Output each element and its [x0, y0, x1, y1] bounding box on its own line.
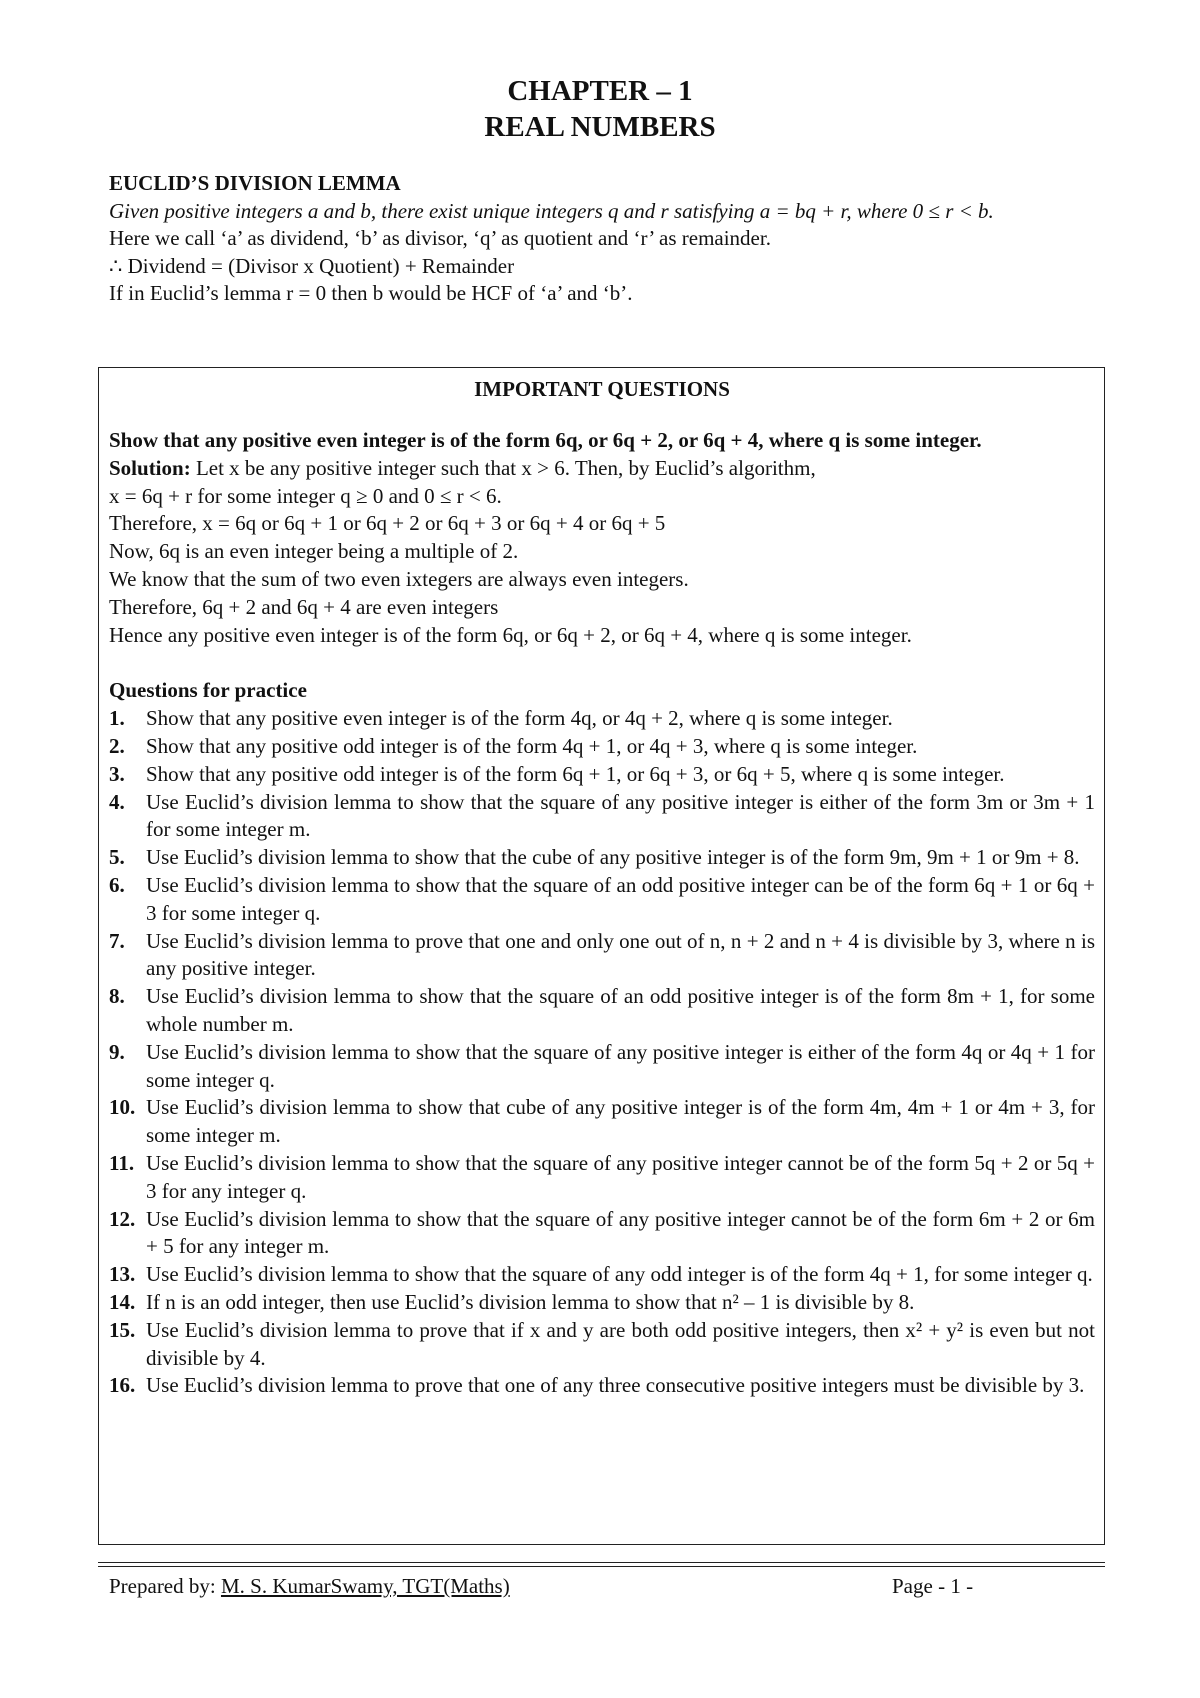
practice-text: Use Euclid’s division lemma to show that the square of any positive integer is either of the form 3m or 3m + 1 for some integer m.: [146, 789, 1095, 842]
solution-line: x = 6q + r for some integer q ≥ 0 and 0 ≤ r < 6.: [109, 483, 502, 508]
footer-rule: [98, 1562, 1105, 1567]
practice-item: [109, 1206, 1095, 1262]
page-number: Page - 1 -: [892, 1574, 974, 1598]
practice-item: [109, 1289, 1095, 1317]
practice-number: 4.: [109, 789, 125, 814]
practice-text: Show that any positive even integer is of the form 4q, or 4q + 2, where q is some integer.: [146, 706, 893, 731]
practice-number: 10.: [109, 1095, 136, 1120]
practice-text: Use Euclid’s division lemma to show that the square of any odd integer is of the form 4q + 1, for some integer q.: [146, 1262, 1093, 1287]
solution-line: Hence any positive even integer is of the form 6q, or 6q + 2, or 6q + 4, where q is some integer.: [109, 622, 912, 647]
practice-number: 14.: [109, 1289, 136, 1314]
lemma-heading: EUCLID’S DIVISION LEMMA: [109, 171, 401, 195]
practice-text: If n is an odd integer, then use Euclid’s division lemma to show that n² – 1 is divisible by 8.: [146, 1289, 915, 1314]
practice-number: 7.: [109, 928, 125, 953]
practice-number: 11.: [109, 1150, 135, 1175]
practice-item: [109, 983, 1095, 1039]
practice-number: 8.: [109, 984, 125, 1009]
practice-number: 15.: [109, 1317, 136, 1342]
practice-number: 3.: [109, 761, 125, 786]
practice-text: Show that any positive odd integer is of the form 6q + 1, or 6q + 3, or 6q + 5, where q is some integer.: [146, 761, 1005, 786]
practice-item: [109, 1150, 1095, 1206]
practice-number: 16.: [109, 1373, 136, 1398]
practice-item: [109, 705, 1095, 733]
practice-number: 2.: [109, 733, 125, 758]
practice-item: [109, 928, 1095, 984]
solution-label: Solution:: [109, 455, 191, 480]
solution-first-text: Let x be any positive integer such that x > 6. Then, by Euclid’s algorithm,: [190, 455, 816, 480]
practice-item: [109, 761, 1095, 789]
practice-item: [109, 1039, 1095, 1095]
intro-section: [109, 170, 1102, 308]
practice-number: 9.: [109, 1039, 125, 1064]
practice-text: Use Euclid’s division lemma to show that cube of any positive integer is of the form 4m, 4m + 1 or 4m + 3, for some integer m.: [146, 1095, 1095, 1148]
practice-text: Use Euclid’s division lemma to show that the square of an odd positive integer is of the form 8m + 1, for some whole number m.: [146, 984, 1095, 1036]
author-name: M. S. KumarSwamy, TGT(Maths): [220, 1574, 510, 1598]
practice-text: Use Euclid’s division lemma to show that the square of any positive integer is either of the form 4q or 4q + 1 for some integer q.: [146, 1039, 1095, 1092]
practice-item: [109, 1261, 1095, 1289]
box-title: IMPORTANT QUESTIONS: [474, 377, 730, 401]
practice-item: [109, 872, 1095, 928]
practice-number: 6.: [109, 872, 125, 897]
solution-line: Therefore, x = 6q or 6q + 1 or 6q + 2 or 6q + 3 or 6q + 4 or 6q + 5: [109, 511, 666, 536]
chapter-title: REAL NUMBERS: [484, 111, 716, 143]
chapter-number: CHAPTER – 1: [507, 75, 693, 107]
footer-credit: [109, 1572, 510, 1600]
practice-text: Use Euclid’s division lemma to prove that one of any three consecutive positive integers must be divisible by 3.: [146, 1373, 1085, 1398]
practice-number: 12.: [109, 1206, 136, 1231]
practice-text: Use Euclid’s division lemma to prove that if x and y are both odd positive integers, then x² + y² is even but not divisible by 4.: [146, 1317, 1095, 1370]
practice-item: [109, 733, 1095, 761]
solution-first-line: [109, 455, 1095, 483]
practice-text: Use Euclid’s division lemma to show that the square of any positive integer cannot be of the form 6m + 2 or 6m + 5 for any integer m.: [146, 1206, 1095, 1259]
solution-line: We know that the sum of two even ixtegers are always even integers.: [109, 566, 689, 591]
practice-text: Use Euclid’s division lemma to show that the cube of any positive integer is of the form 9m, 9m + 1 or 9m + 8.: [146, 845, 1080, 870]
practice-item: [109, 1372, 1095, 1400]
practice-item: [109, 844, 1095, 872]
practice-text: Show that any positive odd integer is of the form 4q + 1, or 4q + 3, where q is some integer.: [146, 733, 918, 758]
practice-heading: Questions for practice: [109, 678, 307, 703]
important-questions-box: [98, 367, 1105, 1545]
practice-text: Use Euclid’s division lemma to show that the square of any positive integer cannot be of the form 5q + 2 or 5q + 3 for any integer q.: [146, 1150, 1095, 1203]
footer-rule-bottom: [98, 1566, 1105, 1567]
intro-line-terms: Here we call ‘a’ as dividend, ‘b’ as divisor, ‘q’ as quotient and ‘r’ as remainder.: [109, 226, 771, 251]
solution-line: Therefore, 6q + 2 and 6q + 4 are even integers: [109, 594, 499, 619]
practice-number: 5.: [109, 845, 125, 870]
lemma-statement: Given positive integers a and b, there exist unique integers q and r satisfying a = bq + r, where 0 ≤ r < b.: [109, 198, 994, 223]
intro-line-dividend: ∴ Dividend = (Divisor x Quotient) + Remainder: [109, 253, 515, 278]
practice-number: 13.: [109, 1262, 136, 1287]
practice-number: 1.: [109, 706, 125, 731]
practice-text: Use Euclid’s division lemma to prove that one and only one out of n, n + 2 and n + 4 is divisible by 3, where n is any positive integer.: [146, 928, 1095, 981]
practice-item: [109, 789, 1095, 845]
solution: [109, 455, 1095, 650]
practice-list: [109, 705, 1095, 1400]
footer-rule-top: [98, 1562, 1105, 1563]
intro-line-hcf: If in Euclid’s lemma r = 0 then b would be HCF of ‘a’ and ‘b’.: [109, 281, 633, 306]
practice-text: Use Euclid’s division lemma to show that the square of an odd positive integer can be of the form 6q + 1 or 6q + 3 for some integer q.: [146, 872, 1095, 925]
practice-item: [109, 1317, 1095, 1373]
practice-item: [109, 1094, 1095, 1150]
main-question: Show that any positive even integer is of the form 6q, or 6q + 2, or 6q + 4, where q is some integer.: [109, 428, 982, 452]
solution-line: Now, 6q is an even integer being a multiple of 2.: [109, 539, 519, 564]
prepared-label: Prepared by:: [109, 1574, 221, 1598]
